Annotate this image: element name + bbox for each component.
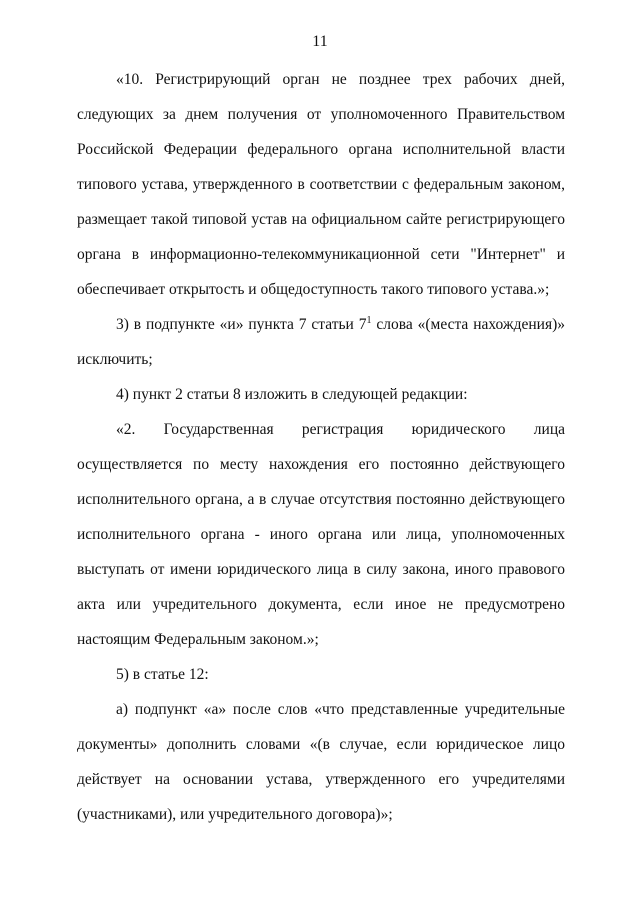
- paragraph-3-line-1: 4) пункт 2 статьи 8 изложить в следующей редакции:: [116, 386, 468, 403]
- superscript: 1: [366, 315, 372, 326]
- paragraph-2-line-1: [116, 316, 565, 334]
- paragraph-6-line-3: действует на основании устава, утвержденного его учредителями: [77, 771, 565, 788]
- page-number: 11: [312, 33, 328, 50]
- paragraph-4-line-6: акта или учредительного документа, если иное не предусмотрено: [77, 596, 565, 613]
- paragraph-1-line-6: органа в информационно-телекоммуникационной сети "Интернет" и: [77, 246, 565, 263]
- paragraph-4-line-4: исполнительного органа - иного органа или лица, уполномоченных: [77, 526, 565, 543]
- paragraph-1-line-2: следующих за днем получения от уполномоченного Правительством: [77, 106, 565, 123]
- paragraph-6-line-2: документы» дополнить словами «(в случае, если юридическое лицо: [77, 736, 565, 753]
- paragraph-4-line-5: выступать от имени юридического лица в силу закона, иного правового: [77, 561, 565, 578]
- paragraph-6-line-1: а) подпункт «а» после слов «что представленные учредительные: [116, 701, 565, 718]
- paragraph-4-line-3: исполнительного органа, а в случае отсутствия постоянно действующего: [77, 491, 565, 508]
- paragraph-1-line-5: размещает такой типовой устав на официальном сайте регистрирующего: [77, 211, 565, 228]
- paragraph-2-text-after: слова «(места нахождения)»: [371, 316, 566, 333]
- paragraph-1-line-3: Российской Федерации федерального органа исполнительной власти: [77, 141, 565, 158]
- paragraph-4-line-2: осуществляется по месту нахождения его постоянно действующего: [77, 456, 565, 473]
- paragraph-6-line-4: (участниками), или учредительного договора)»;: [77, 806, 393, 823]
- paragraph-2-text-before: 3) в подпункте «и» пункта 7 статьи 7: [116, 316, 367, 333]
- paragraph-5-line-1: 5) в статье 12:: [116, 666, 209, 683]
- paragraph-1-line-7: обеспечивает открытость и общедоступность такого типового устава.»;: [77, 281, 550, 298]
- paragraph-4-line-7: настоящим Федеральным законом.»;: [77, 631, 319, 648]
- paragraph-1-line-4: типового устава, утвержденного в соответствии с федеральным законом,: [77, 176, 565, 193]
- paragraph-4-line-1: «2. Государственная регистрация юридического лица: [116, 421, 565, 438]
- paragraph-1-line-1: «10. Регистрирующий орган не позднее трех рабочих дней,: [116, 71, 565, 88]
- paragraph-2-line-2: исключить;: [77, 351, 153, 368]
